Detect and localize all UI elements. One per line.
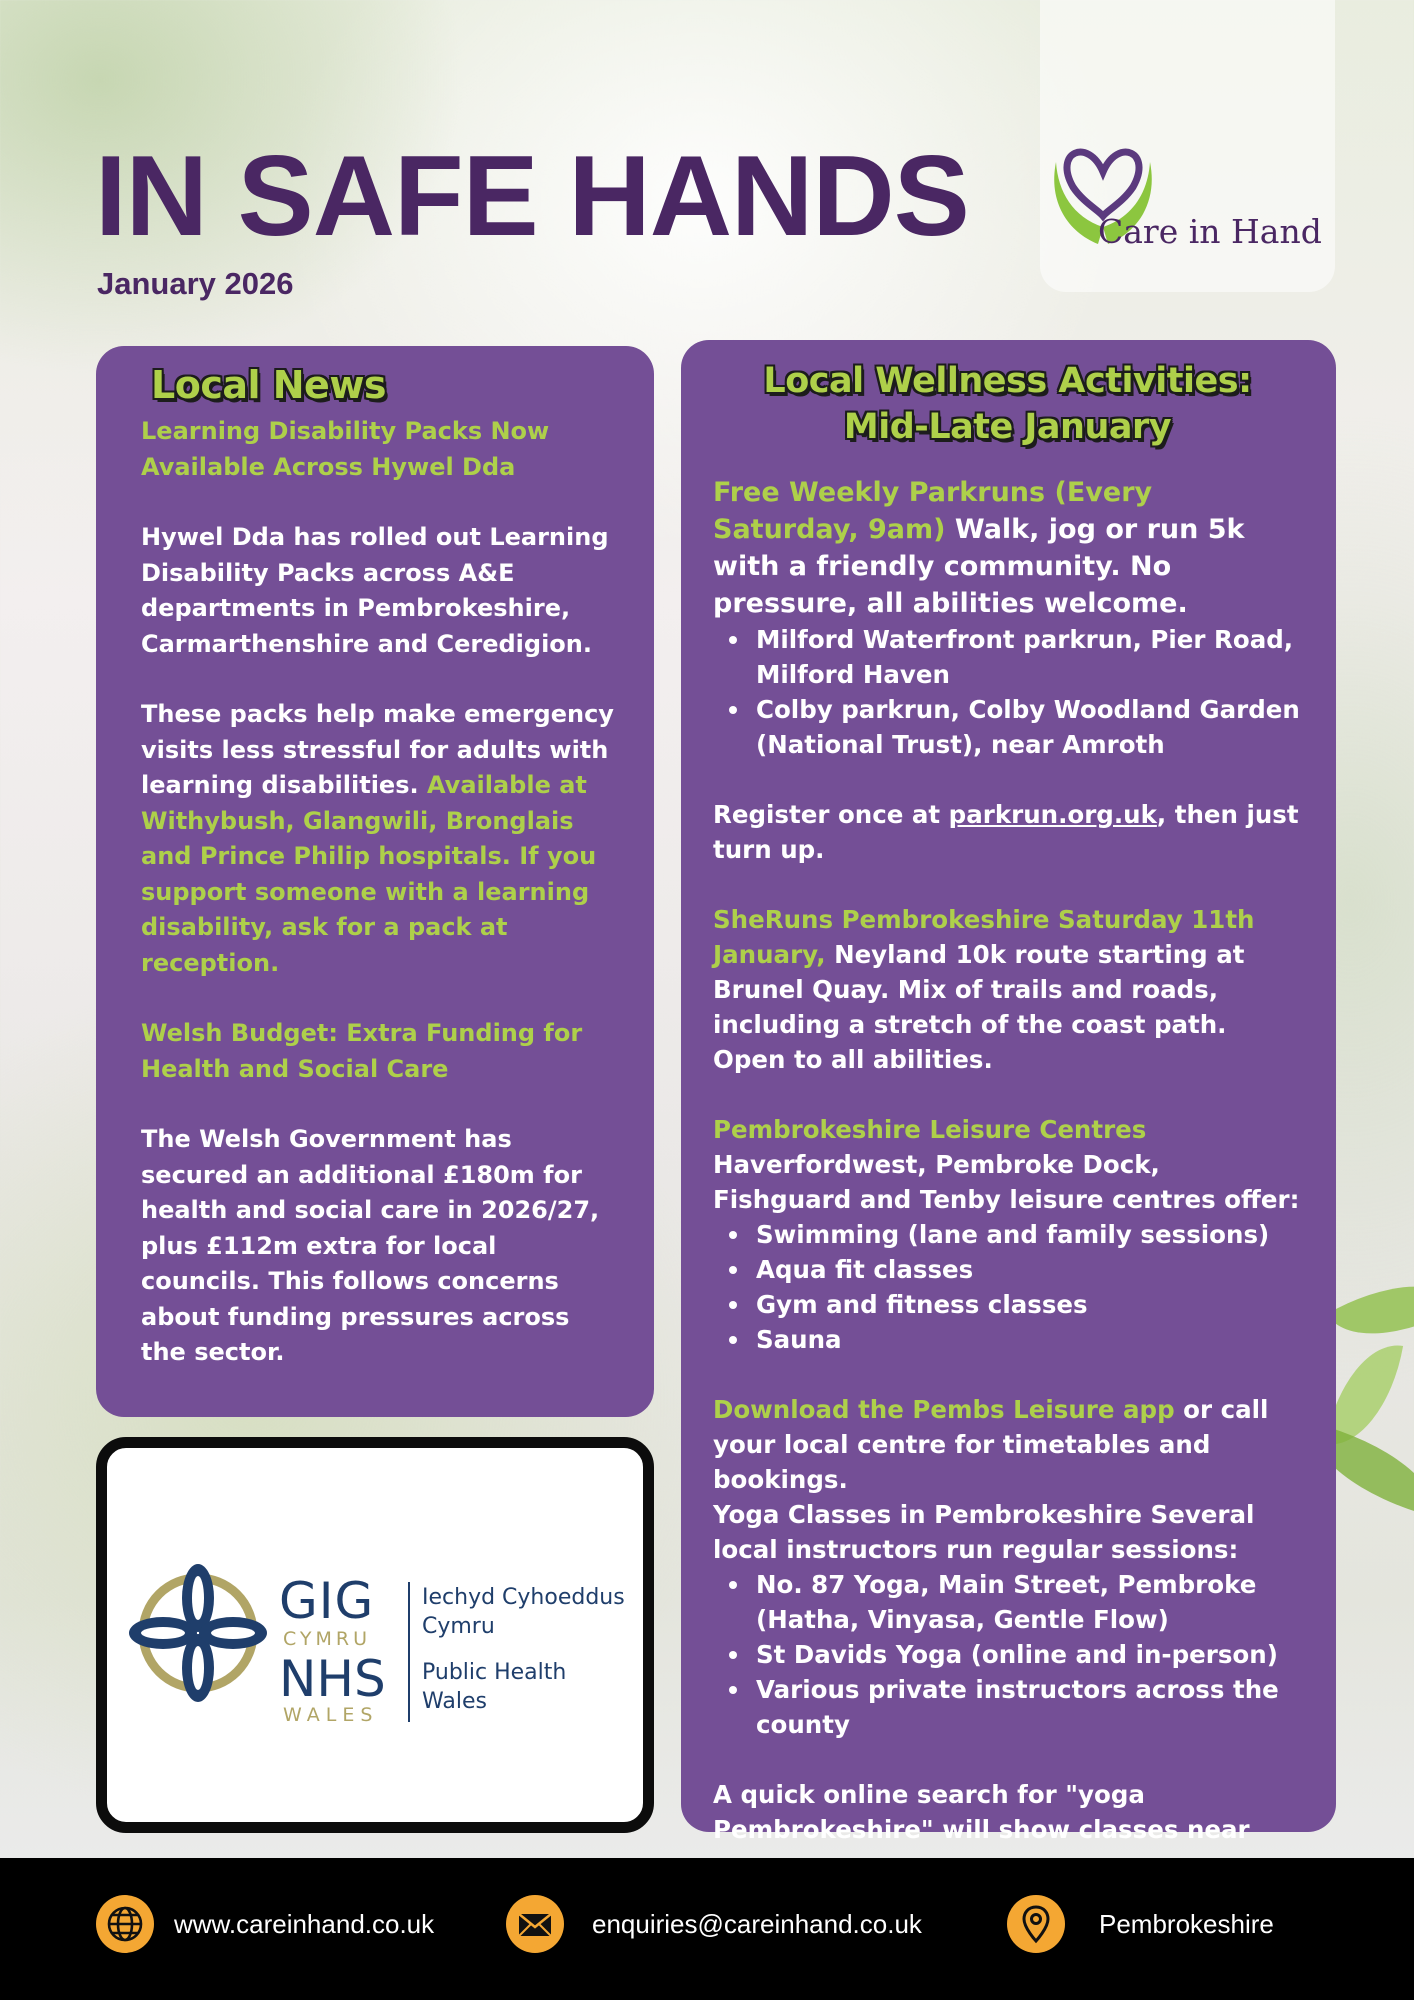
newsletter-title: IN SAFE HANDS: [95, 133, 969, 260]
parkrun-heading: Free Weekly Parkruns (Every Saturday, 9am): [713, 477, 1153, 545]
list-item: Aqua fit classes: [713, 1252, 1302, 1287]
email-text[interactable]: enquiries@careinhand.co.uk: [592, 1908, 922, 1939]
app-block: [713, 1392, 1302, 1497]
english-org-name: [422, 1658, 566, 1716]
local-news-title: Local News: [151, 363, 387, 407]
article-highlight: Available at Withybush, Glangwili, Bronglais and Prince Philip hospitals. If you support someone with a learning disability, ask for a pack at reception.: [141, 771, 597, 977]
english-line: Public Health: [422, 1660, 567, 1685]
article-heading: Learning Disability Packs Now Available Across Hywel Dda: [141, 417, 550, 481]
list-item: St Davids Yoga (online and in-person): [713, 1637, 1302, 1672]
welsh-org-name: [422, 1583, 625, 1641]
app-text: or call your local centre for timetables and bookings.: [713, 1395, 1269, 1494]
footer-email[interactable]: [506, 1895, 922, 1953]
parkrun-link[interactable]: parkrun.org.uk: [948, 800, 1157, 829]
parkrun-intro: [713, 474, 1302, 622]
list-item: Swimming (lane and family sessions): [713, 1217, 1302, 1252]
app-heading: Download the Pembs Leisure app: [713, 1395, 1175, 1424]
nhs-text: NHS: [279, 1650, 386, 1708]
parkrun-register: [713, 797, 1302, 867]
list-item: Various private instructors across the county: [713, 1672, 1302, 1742]
location-text: Pembrokeshire: [1099, 1908, 1274, 1939]
wellness-title-line: Local Wellness Activities:: [763, 361, 1252, 401]
logo-text: Care in Hand: [1098, 212, 1322, 251]
yoga-list: [713, 1567, 1302, 1742]
care-in-hand-logo: [1040, 0, 1335, 292]
wellness-title-line: Mid-Late January: [843, 407, 1172, 447]
location-pin-icon: [1007, 1895, 1065, 1953]
article-paragraph: Hywel Dda has rolled out Learning Disability Packs across A&E departments in Pembrokeshire, Carmarthenshire and Ceredigion.: [141, 523, 609, 658]
wellness-title: [713, 358, 1302, 450]
sheruns-heading: SheRuns Pembrokeshire Saturday 11th January,: [713, 905, 1255, 969]
article-paragraph: [141, 697, 614, 981]
wales-text: WALES: [283, 1704, 379, 1726]
footer-location: [1007, 1895, 1274, 1953]
register-text: , then just turn up.: [713, 800, 1299, 864]
welsh-line: Cymru: [422, 1614, 495, 1639]
list-item: Sauna: [713, 1322, 1302, 1357]
list-item: No. 87 Yoga, Main Street, Pembroke (Hatha, Vinyasa, Gentle Flow): [713, 1567, 1302, 1637]
newsletter-date: January 2026: [97, 266, 294, 301]
leisure-list: [713, 1217, 1302, 1357]
list-item: Gym and fitness classes: [713, 1287, 1302, 1322]
footer: [0, 1858, 1414, 2000]
yoga-text: Yoga Classes in Pembrokeshire Several local instructors run regular sessions:: [713, 1500, 1255, 1564]
parkrun-list: [713, 622, 1302, 762]
local-news-panel: [96, 346, 654, 1417]
wellness-panel: [681, 340, 1336, 1844]
globe-icon: [96, 1895, 154, 1953]
sheruns-block: [713, 902, 1302, 1077]
website-text[interactable]: www.careinhand.co.uk: [174, 1908, 435, 1939]
article-paragraph: The Welsh Government has secured an additional £180m for health and social care in 2026/27, plus £112m extra for local councils. This follows concerns about funding pressures across the sector.: [141, 1125, 600, 1366]
leisure-text: Haverfordwest, Pembroke Dock, Fishguard and Tenby leisure centres offer:: [713, 1150, 1300, 1214]
public-health-wales-logo: [96, 1437, 654, 1833]
cymru-text: CYMRU: [283, 1628, 372, 1650]
envelope-icon: [506, 1895, 564, 1953]
list-item: Milford Waterfront parkrun, Pier Road, Milford Haven: [713, 622, 1302, 692]
register-text: Register once at: [713, 800, 941, 829]
celtic-knot-icon: [123, 1558, 273, 1708]
article-heading: Welsh Budget: Extra Funding for Health and Social Care: [141, 1019, 583, 1083]
parkrun-text: Walk, jog or run 5k with a friendly community. No pressure, all abilities welcome.: [713, 514, 1245, 619]
sheruns-text: Neyland 10k route starting at Brunel Quay. Mix of trails and roads, including a stretch of the coast path. Open to all abilities.: [713, 940, 1245, 1074]
leisure-heading: Pembrokeshire Leisure Centres: [713, 1115, 1147, 1144]
gig-text: GIG: [279, 1572, 375, 1630]
logo-divider: [408, 1582, 410, 1722]
yoga-closing: A quick online search for "yoga Pembrokeshire" will show classes near: [713, 1780, 1250, 1844]
list-item: Colby parkrun, Colby Woodland Garden (National Trust), near Amroth: [713, 692, 1302, 762]
footer-website[interactable]: [96, 1895, 434, 1953]
english-line: Wales: [422, 1689, 487, 1714]
welsh-line: Iechyd Cyhoeddus: [422, 1585, 625, 1610]
article-text: These packs help make emergency visits less stressful for adults with learning disabilities.: [141, 700, 614, 799]
